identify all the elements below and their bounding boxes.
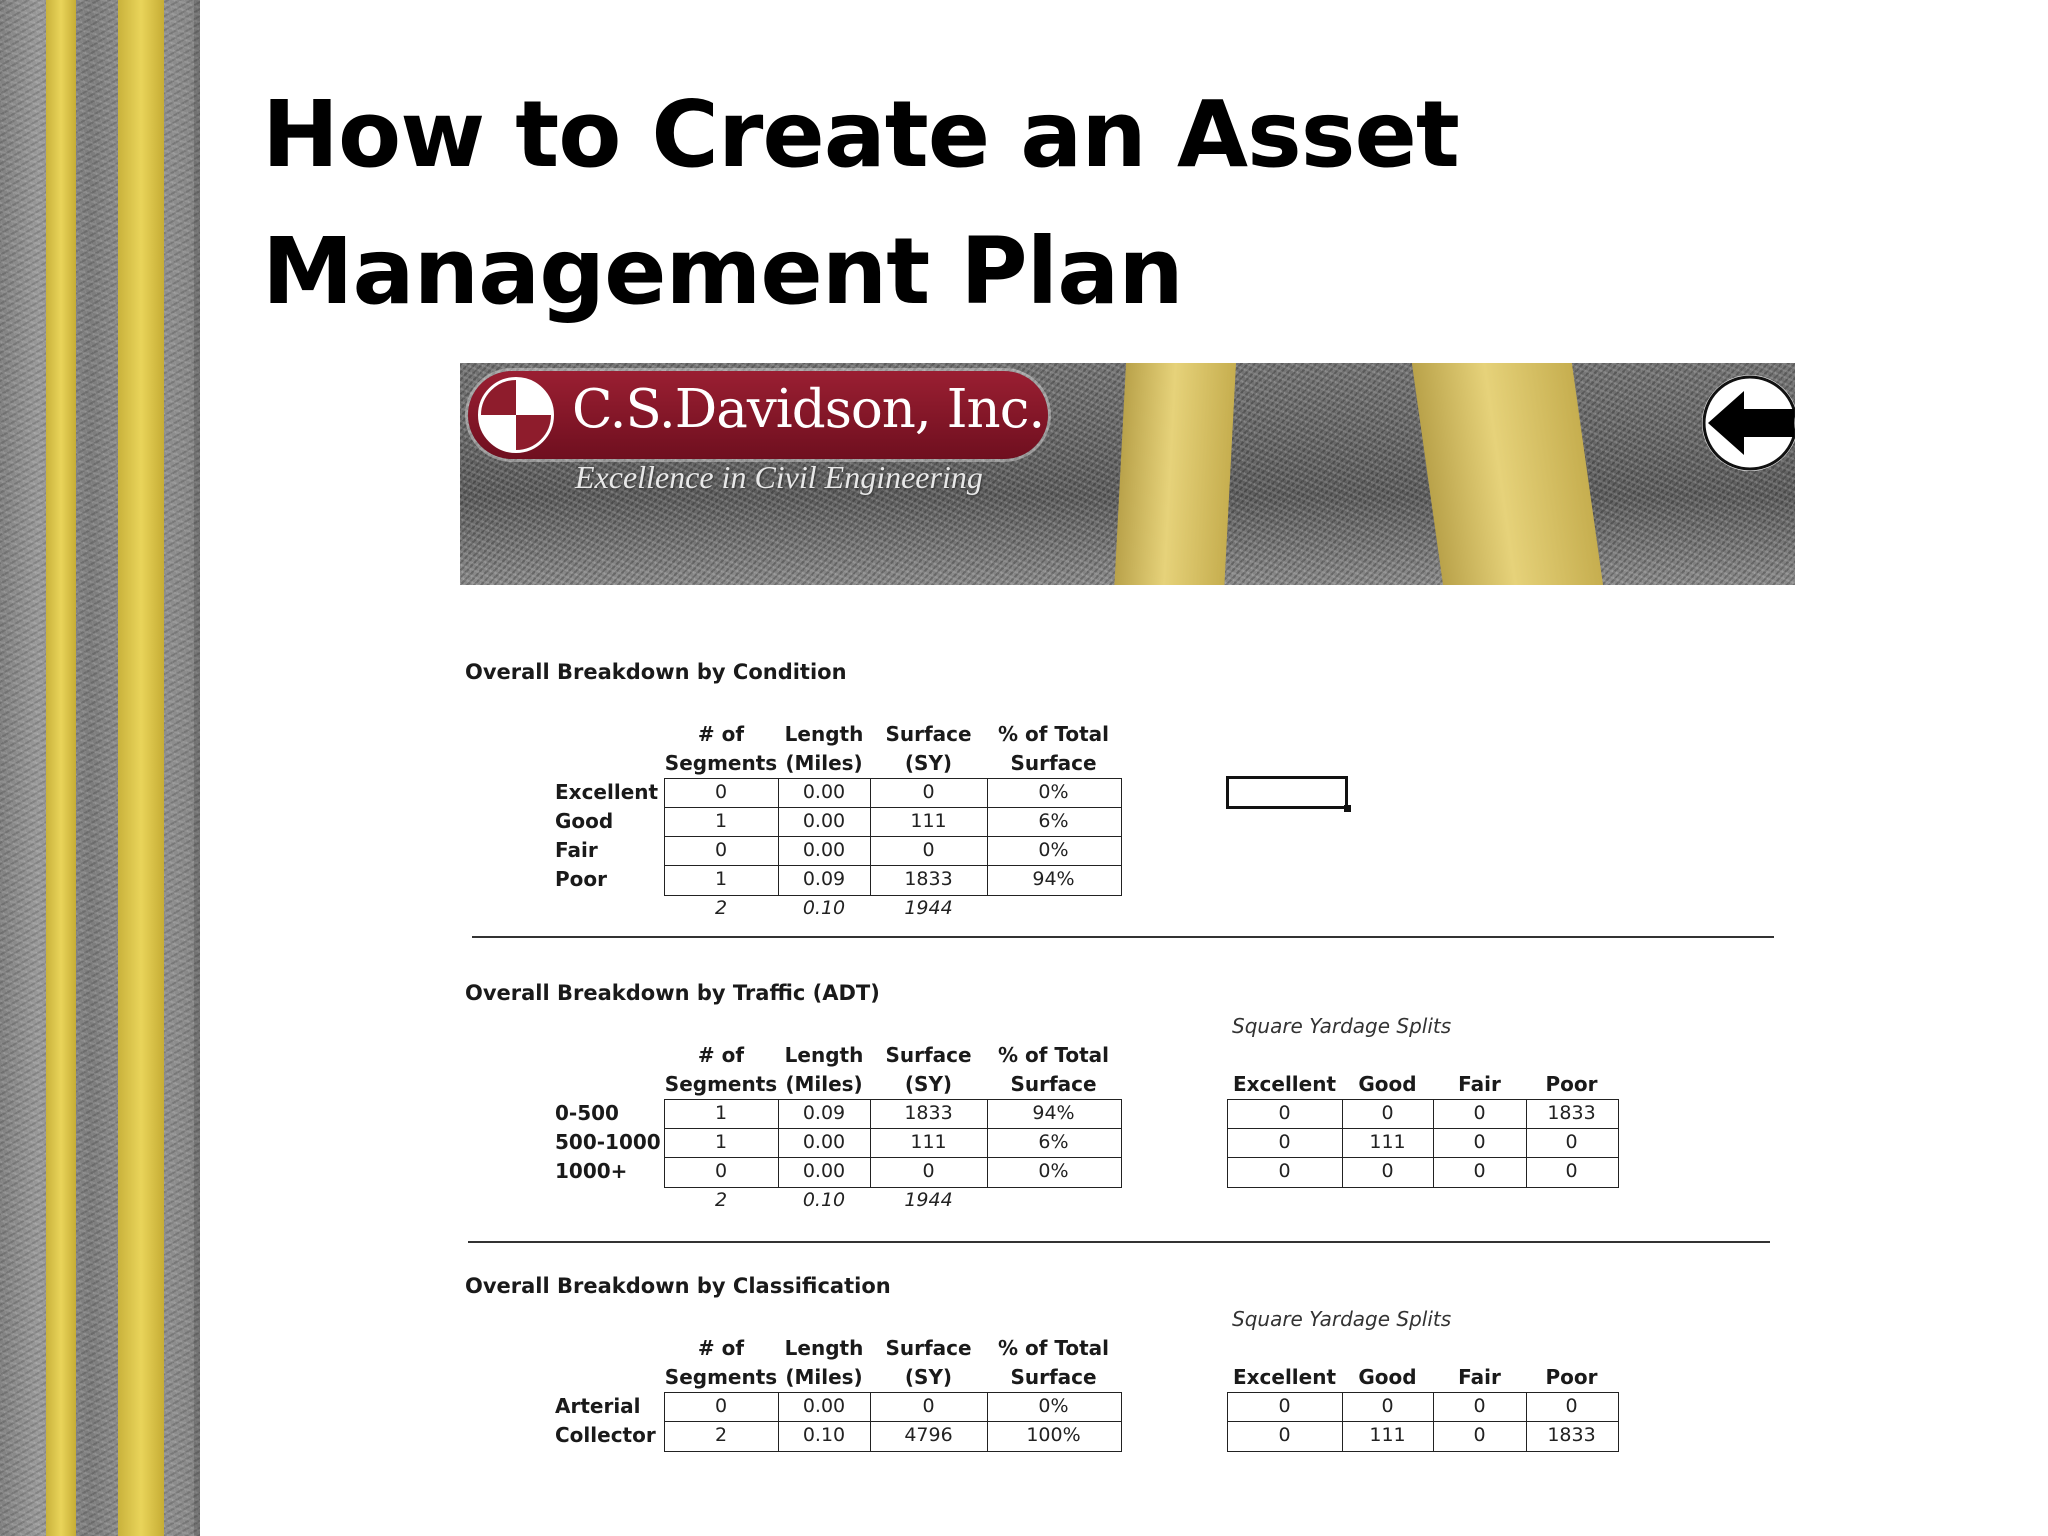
split-cell[interactable]: 0 (1381, 1160, 1394, 1182)
split-cell[interactable]: 0 (1473, 1102, 1486, 1124)
column-header: (SY) (904, 1365, 953, 1389)
back-button[interactable] (1702, 375, 1795, 471)
left-arrow-icon (1702, 375, 1795, 471)
slide-title (262, 66, 1459, 340)
row-label: Collector (555, 1423, 656, 1447)
column-header: (Miles) (785, 1365, 863, 1389)
table-cell[interactable]: 1 (714, 1131, 728, 1153)
company-logo (468, 371, 1048, 459)
company-name: C.S.Davidson, Inc. (572, 379, 1045, 440)
table-cell[interactable]: 100% (1026, 1424, 1081, 1446)
split-cell[interactable]: 0 (1473, 1424, 1486, 1446)
table-cell[interactable]: 1 (714, 810, 728, 832)
split-cell[interactable]: 1833 (1547, 1424, 1596, 1446)
table-cell[interactable]: 111 (910, 1131, 947, 1153)
table-cell[interactable]: 2 (714, 1424, 728, 1446)
column-header: % of Total (997, 1043, 1110, 1067)
split-cell[interactable]: 0 (1565, 1131, 1578, 1153)
table-cell[interactable]: 0 (714, 839, 728, 861)
table-cell[interactable]: 6% (1038, 1131, 1069, 1153)
table-cell[interactable]: 0% (1038, 1160, 1069, 1182)
row-label: Arterial (555, 1394, 641, 1418)
column-header: (Miles) (785, 751, 863, 775)
column-header: % of Total (997, 722, 1110, 746)
column-header: Segments (664, 1072, 778, 1096)
selected-cell[interactable] (1226, 776, 1348, 809)
table-cell[interactable]: 0.00 (802, 839, 846, 861)
total-cell: 0.10 (802, 897, 846, 919)
split-cell[interactable]: 111 (1369, 1131, 1406, 1153)
column-header: (SY) (904, 751, 953, 775)
split-cell[interactable]: 1833 (1547, 1102, 1596, 1124)
split-cell[interactable]: 111 (1369, 1424, 1406, 1446)
table-cell[interactable]: 0.00 (802, 810, 846, 832)
table-cell[interactable]: 94% (1032, 868, 1075, 890)
split-cell[interactable]: 0 (1278, 1424, 1291, 1446)
total-cell: 2 (714, 897, 728, 919)
column-header: Surface (1010, 1365, 1097, 1389)
column-header: Surface (1010, 1072, 1097, 1096)
split-cell[interactable]: 0 (1381, 1102, 1394, 1124)
split-column-header: Poor (1545, 1072, 1598, 1096)
table-cell[interactable]: 1833 (904, 1102, 953, 1124)
split-cell[interactable]: 0 (1473, 1395, 1486, 1417)
yellow-road-line (118, 0, 164, 1536)
column-header: Surface (885, 722, 972, 746)
row-label: Excellent (555, 780, 659, 804)
column-header: (Miles) (785, 1072, 863, 1096)
table-cell[interactable]: 111 (910, 810, 947, 832)
column-header: Length (784, 1336, 864, 1360)
section-divider (468, 1241, 1770, 1243)
column-header: # of (697, 1336, 745, 1360)
survey-target-icon (478, 377, 554, 453)
title-line-1: How to Create an Asset (262, 81, 1459, 188)
column-header: Segments (664, 751, 778, 775)
row-label: Fair (555, 838, 598, 862)
table-cell[interactable]: 0 (922, 781, 935, 803)
road-image-strip (0, 0, 200, 1536)
total-cell: 1944 (904, 1189, 953, 1211)
table-cell[interactable]: 4796 (904, 1424, 953, 1446)
table-cell[interactable]: 0 (922, 1160, 935, 1182)
table-cell[interactable]: 0.10 (802, 1424, 846, 1446)
section-title: Overall Breakdown by Condition (465, 660, 847, 684)
title-line-2: Management Plan (262, 218, 1183, 325)
column-header: % of Total (997, 1336, 1110, 1360)
total-cell: 1944 (904, 897, 953, 919)
table-cell[interactable]: 0 (714, 1395, 728, 1417)
column-header: Length (784, 1043, 864, 1067)
table-cell[interactable]: 0% (1038, 1395, 1069, 1417)
table-cell[interactable]: 0 (922, 839, 935, 861)
table-cell[interactable]: 1833 (904, 868, 953, 890)
table-cell[interactable]: 0.09 (802, 1102, 846, 1124)
section-title: Overall Breakdown by Traffic (ADT) (465, 981, 880, 1005)
column-header: Length (784, 722, 864, 746)
split-column-header: Fair (1458, 1365, 1501, 1389)
table-cell[interactable]: 0.00 (802, 1395, 846, 1417)
company-tagline: Excellence in Civil Engineering (575, 459, 983, 495)
split-cell[interactable]: 0 (1565, 1160, 1578, 1182)
table-cell[interactable]: 0.00 (802, 1160, 846, 1182)
table-cell[interactable]: 0.00 (802, 1131, 846, 1153)
split-cell[interactable]: 0 (1278, 1160, 1291, 1182)
splits-label: Square Yardage Splits (1232, 1307, 1452, 1331)
section-title: Overall Breakdown by Classification (465, 1274, 891, 1298)
split-cell[interactable]: 0 (1473, 1131, 1486, 1153)
split-cell[interactable]: 0 (1278, 1395, 1291, 1417)
yellow-road-line (46, 0, 76, 1536)
total-cell: 2 (714, 1189, 728, 1211)
row-label: 0-500 (555, 1101, 619, 1125)
spreadsheet-screenshot (460, 640, 1800, 1536)
table-cell[interactable]: 1 (714, 868, 728, 890)
row-label: 1000+ (555, 1159, 628, 1183)
company-banner (460, 363, 1795, 585)
split-column-header: Good (1358, 1365, 1417, 1389)
table-cell[interactable]: 94% (1032, 1102, 1075, 1124)
table-cell[interactable]: 0% (1038, 781, 1069, 803)
column-header: # of (697, 722, 745, 746)
split-cell[interactable]: 0 (1278, 1102, 1291, 1124)
table-cell[interactable]: 6% (1038, 810, 1069, 832)
table-cell[interactable]: 0.00 (802, 781, 846, 803)
split-column-header: Good (1358, 1072, 1417, 1096)
column-header: # of (697, 1043, 745, 1067)
column-header: (SY) (904, 1072, 953, 1096)
split-column-header: Excellent (1232, 1072, 1337, 1096)
split-cell[interactable]: 0 (1565, 1395, 1578, 1417)
split-cell[interactable]: 0 (1381, 1395, 1394, 1417)
table-cell[interactable]: 0 (714, 1160, 728, 1182)
row-label: 500-1000 (555, 1130, 661, 1154)
table-cell[interactable]: 0 (714, 781, 728, 803)
table-cell[interactable]: 1 (714, 1102, 728, 1124)
split-column-header: Fair (1458, 1072, 1501, 1096)
section-divider (472, 936, 1774, 938)
column-header: Segments (664, 1365, 778, 1389)
row-label: Good (555, 809, 614, 833)
split-cell[interactable]: 0 (1278, 1131, 1291, 1153)
total-cell: 0.10 (802, 1189, 846, 1211)
column-header: Surface (885, 1043, 972, 1067)
split-column-header: Excellent (1232, 1365, 1337, 1389)
table-cell[interactable]: 0% (1038, 839, 1069, 861)
split-cell[interactable]: 0 (1473, 1160, 1486, 1182)
column-header: Surface (1010, 751, 1097, 775)
column-header: Surface (885, 1336, 972, 1360)
row-label: Poor (555, 867, 608, 891)
table-cell[interactable]: 0 (922, 1395, 935, 1417)
split-column-header: Poor (1545, 1365, 1598, 1389)
table-cell[interactable]: 0.09 (802, 868, 846, 890)
splits-label: Square Yardage Splits (1232, 1014, 1452, 1038)
